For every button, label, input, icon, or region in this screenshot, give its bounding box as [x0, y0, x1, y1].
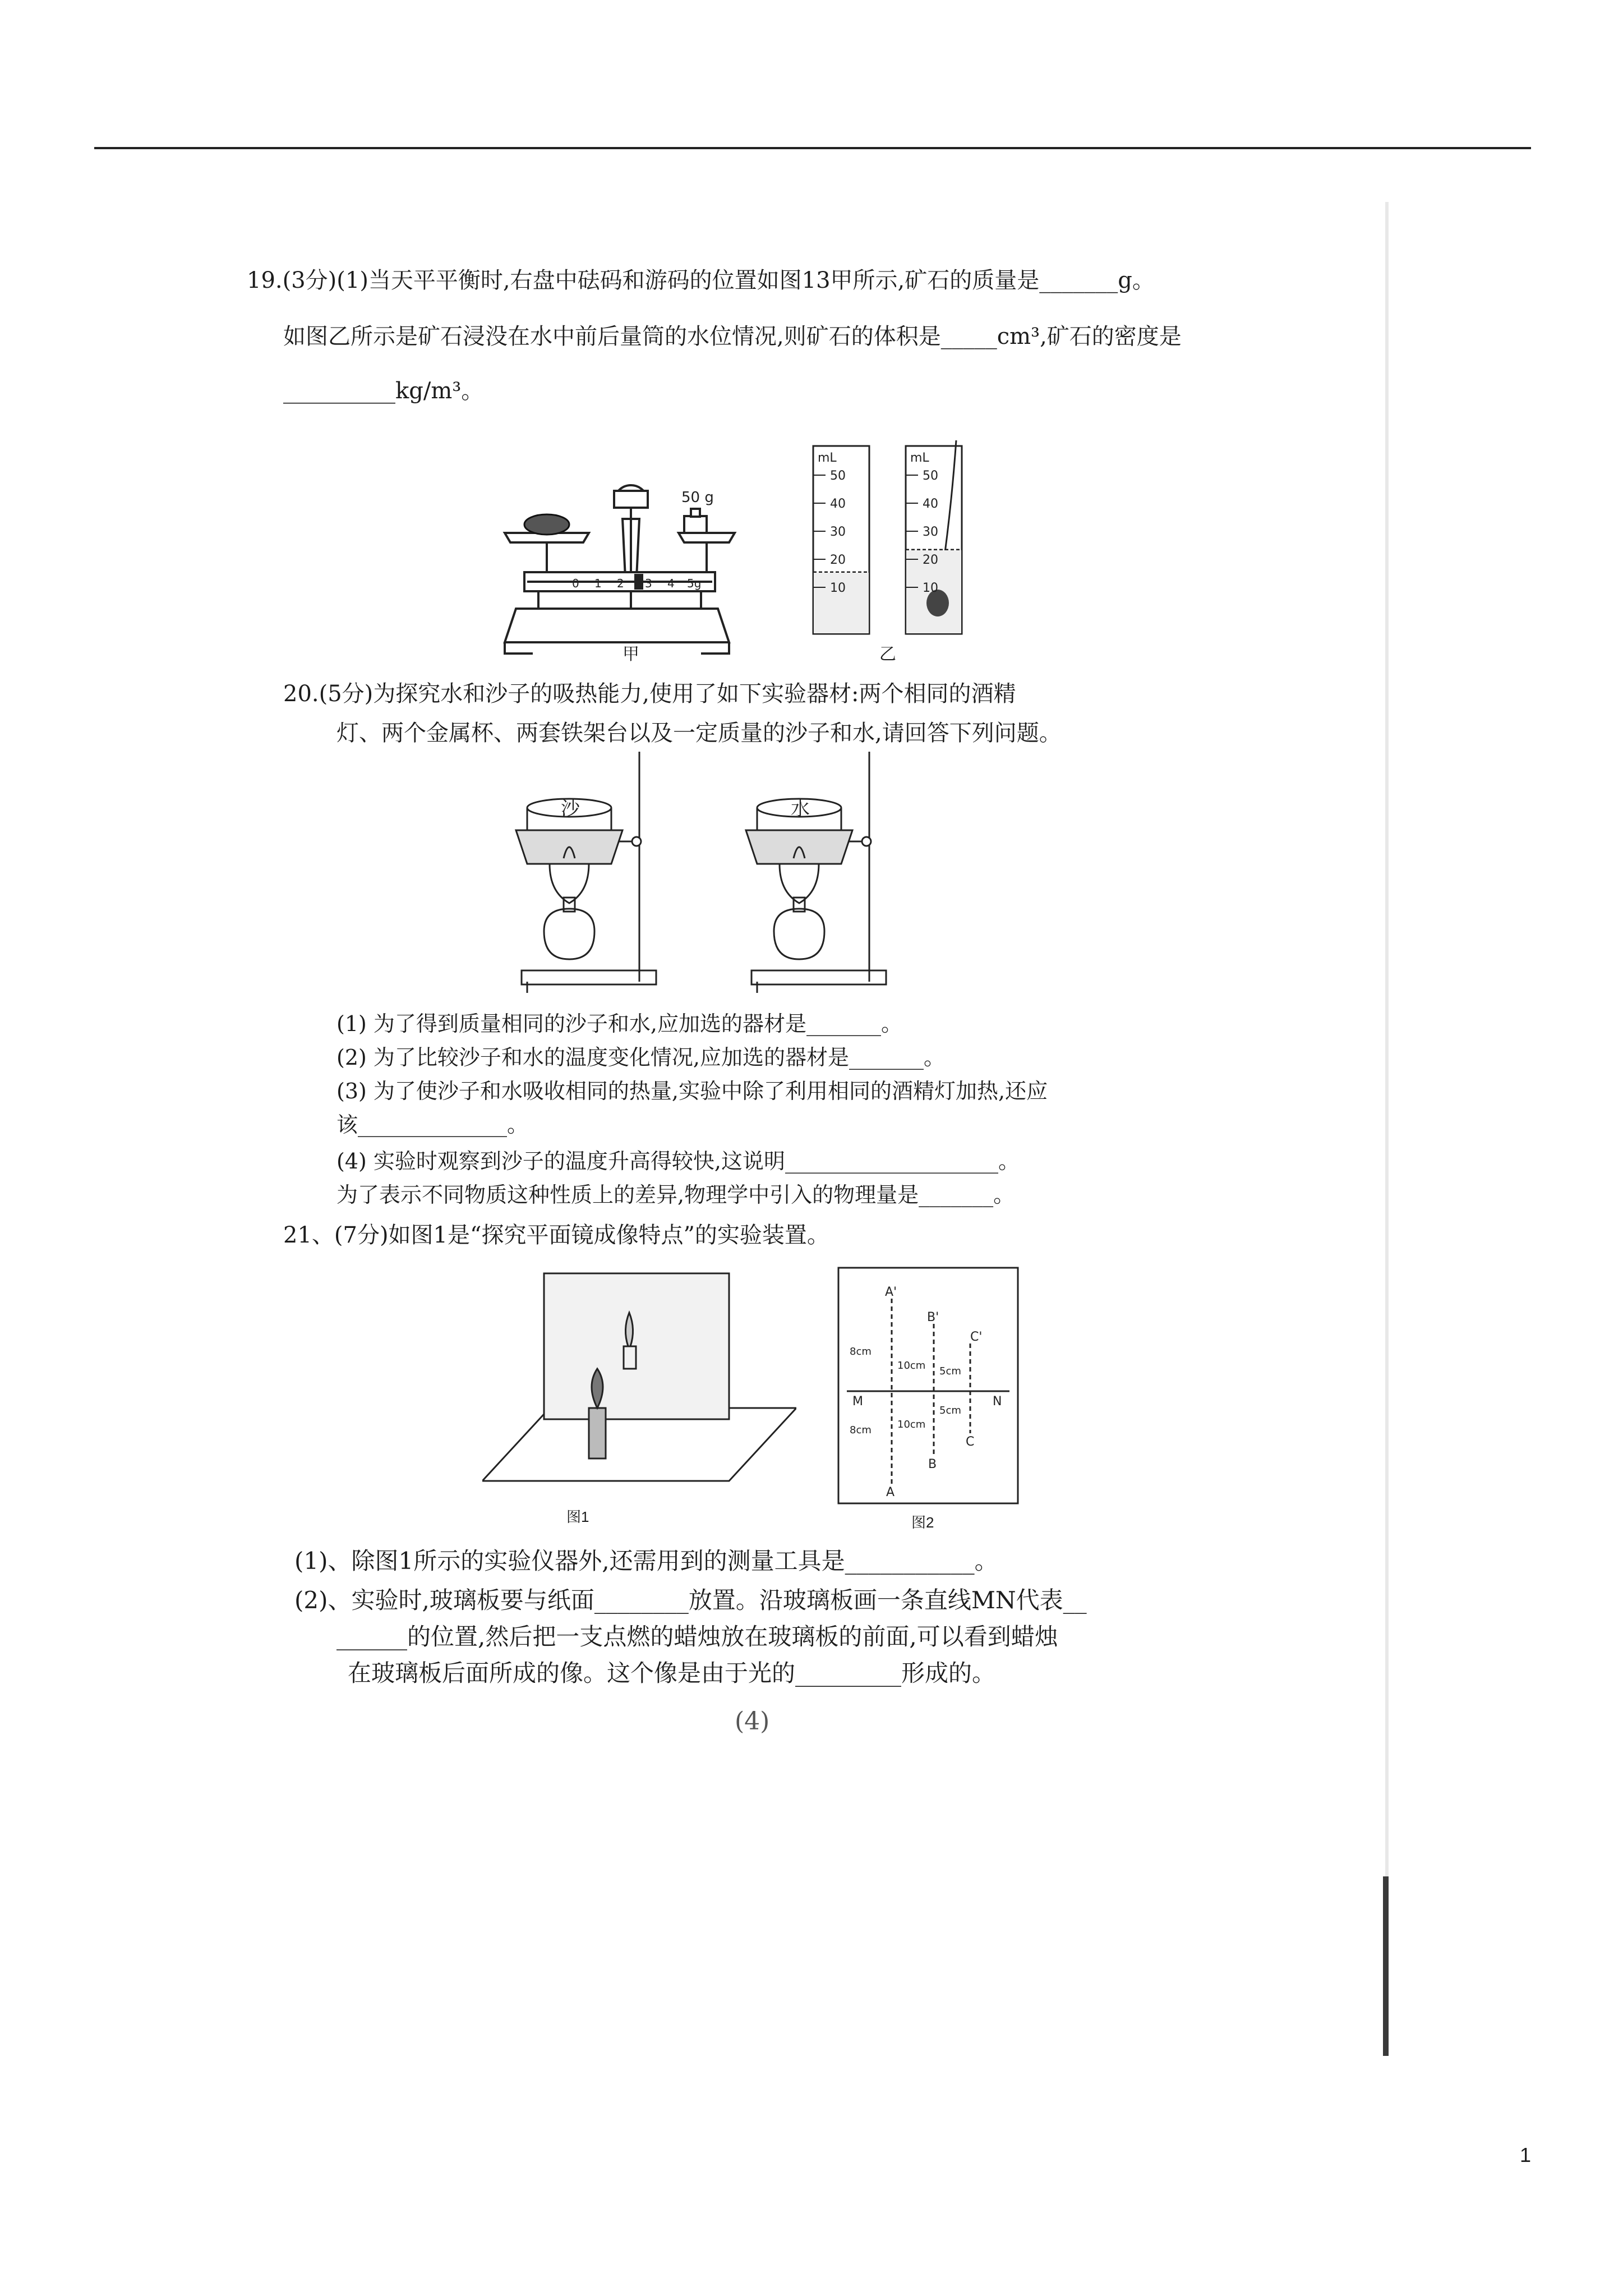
q20-s4: (4) 实验时观察到沙子的温度升高得较快,这说明____________________。	[336, 1149, 1020, 1174]
ore-rock	[524, 514, 569, 535]
label-M: M	[852, 1395, 863, 1409]
label-A: A	[886, 1485, 895, 1499]
sand-heating-figure	[510, 746, 667, 999]
cup-label-water: 水	[791, 798, 810, 820]
scale-4: 4	[667, 577, 675, 590]
water-heating-figure	[740, 746, 897, 999]
label-B-prime: B'	[927, 1310, 939, 1324]
unit-left: mL	[818, 451, 837, 465]
page-number: 1	[1520, 2143, 1532, 2166]
tick-r50: 50	[923, 469, 938, 483]
unit-right: mL	[910, 451, 929, 465]
q20-line2: 灯、两个金属杯、两套铁架台以及一定质量的沙子和水,请回答下列问题。	[336, 720, 1062, 746]
tick-l10: 10	[830, 581, 846, 595]
dist-5cm-bottom: 5cm	[939, 1405, 961, 1416]
label-C: C	[966, 1435, 975, 1449]
q20-s4b: 为了表示不同物质这种性质上的差异,物理学中引入的物理量是_______。	[336, 1182, 1015, 1207]
mirror-figure	[482, 1268, 796, 1492]
header-rule	[94, 147, 1531, 149]
balance-figure	[494, 480, 740, 670]
fig1-caption: 图1	[566, 1508, 589, 1525]
balance-caption: 甲	[623, 645, 639, 664]
q20-s1: (1) 为了得到质量相同的沙子和水,应加选的器材是_______。	[336, 1011, 902, 1036]
label-B: B	[928, 1457, 937, 1471]
dist-5cm-top: 5cm	[939, 1365, 961, 1377]
q21-s2b: ______的位置,然后把一支点燃的蜡烛放在玻璃板的前面,可以看到蜡烛	[336, 1623, 1058, 1650]
scan-edge	[1385, 202, 1389, 1885]
dist-8cm-bottom: 8cm	[850, 1424, 872, 1436]
q19-line2: 如图乙所示是矿石浸没在水中前后量筒的水位情况,则矿石的体积是_____cm³,矿石的密度是	[283, 324, 1182, 349]
tick-r10: 10	[923, 581, 938, 595]
tick-r20: 20	[923, 553, 938, 567]
cylinders-caption: 乙	[879, 645, 896, 664]
scale-3: 3	[645, 577, 652, 590]
dist-10cm-bottom: 10cm	[897, 1419, 926, 1430]
q19-line1: 19.(3分)(1)当天平平衡时,右盘中砝码和游码的位置如图13甲所示,矿石的质量是_______g。	[247, 268, 1155, 293]
dist-10cm-top: 10cm	[897, 1360, 926, 1372]
tick-r40: 40	[923, 497, 938, 511]
q21-s2a: (2)、实验时,玻璃板要与纸面________放置。沿玻璃板画一条直线MN代表__	[294, 1586, 1087, 1614]
fig2-caption: 图2	[911, 1514, 934, 1531]
q19-line3: __________kg/m³。	[283, 378, 484, 404]
scale-2: 2	[617, 577, 624, 590]
dist-8cm-top: 8cm	[850, 1346, 872, 1358]
q21-line1: 21、(7分)如图1是“探究平面镜成像特点”的实验装置。	[283, 1222, 829, 1248]
tick-l50: 50	[830, 469, 846, 483]
cup-label-sand: 沙	[561, 798, 580, 820]
scale-5: 5g	[687, 577, 702, 590]
scale-0: 0	[572, 577, 579, 590]
q21-s1: (1)、除图1所示的实验仪器外,还需用到的测量工具是___________。	[294, 1547, 998, 1575]
label-N: N	[993, 1395, 1002, 1409]
cylinders-figure	[808, 440, 976, 642]
scale-1: 1	[594, 577, 602, 590]
image-points-figure	[836, 1265, 1021, 1506]
label-A-prime: A'	[885, 1285, 897, 1299]
tick-r30: 30	[923, 525, 938, 539]
label-C-prime: C'	[970, 1330, 983, 1344]
q20-s2: (2) 为了比较沙子和水的温度变化情况,应加选的器材是_______。	[336, 1045, 945, 1070]
tick-l40: 40	[830, 497, 846, 511]
weight-label: 50 g	[681, 489, 714, 506]
scan-dark-bar	[1383, 1876, 1389, 2056]
q20-s3b: 该______________。	[336, 1112, 529, 1137]
page-marker: (4)	[735, 1707, 770, 1736]
q20-s3: (3) 为了使沙子和水吸收相同的热量,实验中除了利用相同的酒精灯加热,还应	[336, 1079, 1048, 1103]
tick-l30: 30	[830, 525, 846, 539]
q21-s2c: 在玻璃板后面所成的像。这个像是由于光的_________形成的。	[348, 1659, 996, 1687]
tick-l20: 20	[830, 553, 846, 567]
q20-line1: 20.(5分)为探究水和沙子的吸热能力,使用了如下实验器材:两个相同的酒精	[283, 681, 1016, 707]
